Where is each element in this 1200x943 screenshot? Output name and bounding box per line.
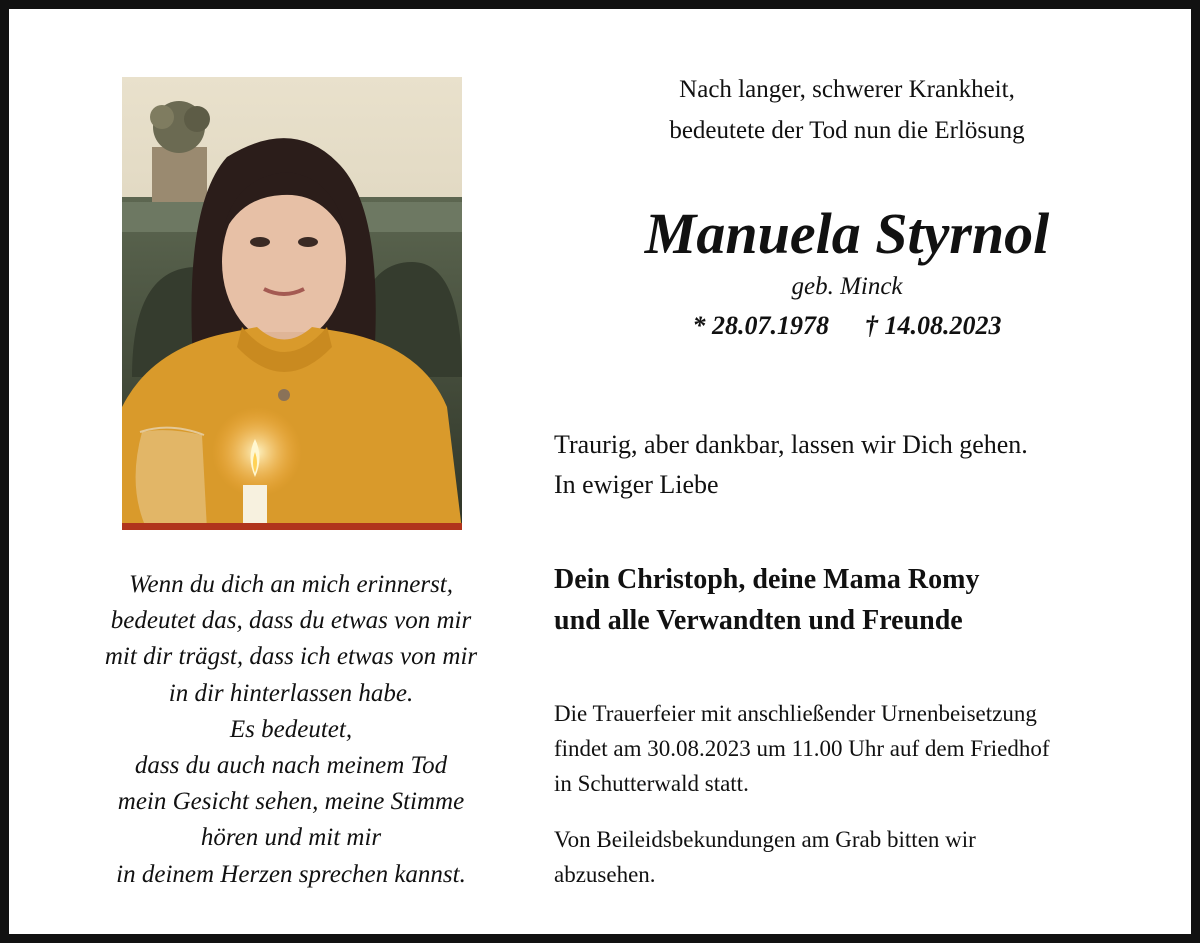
poem-line: bedeutet das, dass du etwas von mir bbox=[110, 607, 472, 635]
intro-text bbox=[567, 69, 1127, 151]
message-line: Traurig, aber dankbar, lassen wir Dich gehen. bbox=[554, 430, 1028, 459]
portrait-illustration bbox=[122, 77, 462, 530]
mourners-line: Dein Christoph, deine Mama Romy bbox=[554, 564, 980, 595]
portrait-photo bbox=[122, 77, 462, 530]
death-date: † 14.08.2023 bbox=[865, 311, 1002, 340]
deceased-name: Manuela Styrnol bbox=[644, 201, 1050, 266]
poem bbox=[49, 567, 533, 893]
mourners bbox=[554, 559, 979, 641]
poem-line: mein Gesicht sehen, meine Stimme bbox=[117, 788, 465, 816]
intro-line: Nach langer, schwerer Krankheit, bbox=[679, 76, 1015, 103]
condolence-line: Von Beileidsbekundungen am Grab bitten wir bbox=[554, 827, 976, 852]
ceremony-info bbox=[554, 696, 1049, 801]
life-dates bbox=[567, 309, 1127, 343]
message-line: In ewiger Liebe bbox=[554, 470, 719, 499]
poem-line: Wenn du dich an mich erinnerst, bbox=[128, 571, 454, 598]
ceremony-line: in Schutterwald statt. bbox=[554, 771, 749, 796]
poem-line: in dir hinterlassen habe. bbox=[168, 679, 414, 707]
poem-line: Es bedeutet, bbox=[229, 715, 353, 743]
condolence-line: abzusehen. bbox=[554, 862, 656, 887]
poem-line: in deinem Herzen sprechen kannst. bbox=[116, 860, 466, 888]
intro-line: bedeutete der Tod nun die Erlösung bbox=[669, 117, 1025, 144]
ceremony-line: Die Trauerfeier mit anschließender Urnenbeisetzung bbox=[554, 701, 1037, 726]
ceremony-line: findet am 30.08.2023 um 11.00 Uhr auf dem Friedhof bbox=[554, 736, 1050, 761]
mourners-line: und alle Verwandten und Freunde bbox=[554, 605, 963, 636]
birth-date: * 28.07.1978 bbox=[692, 311, 829, 340]
farewell-message bbox=[554, 425, 1028, 505]
poem-line: mit dir trägst, dass ich etwas von mir bbox=[104, 643, 478, 671]
condolence-note bbox=[554, 822, 976, 892]
poem-line: dass du auch nach meinem Tod bbox=[134, 752, 448, 780]
poem-line: hören und mit mir bbox=[200, 824, 382, 852]
birth-name: geb. Minck bbox=[791, 273, 903, 300]
